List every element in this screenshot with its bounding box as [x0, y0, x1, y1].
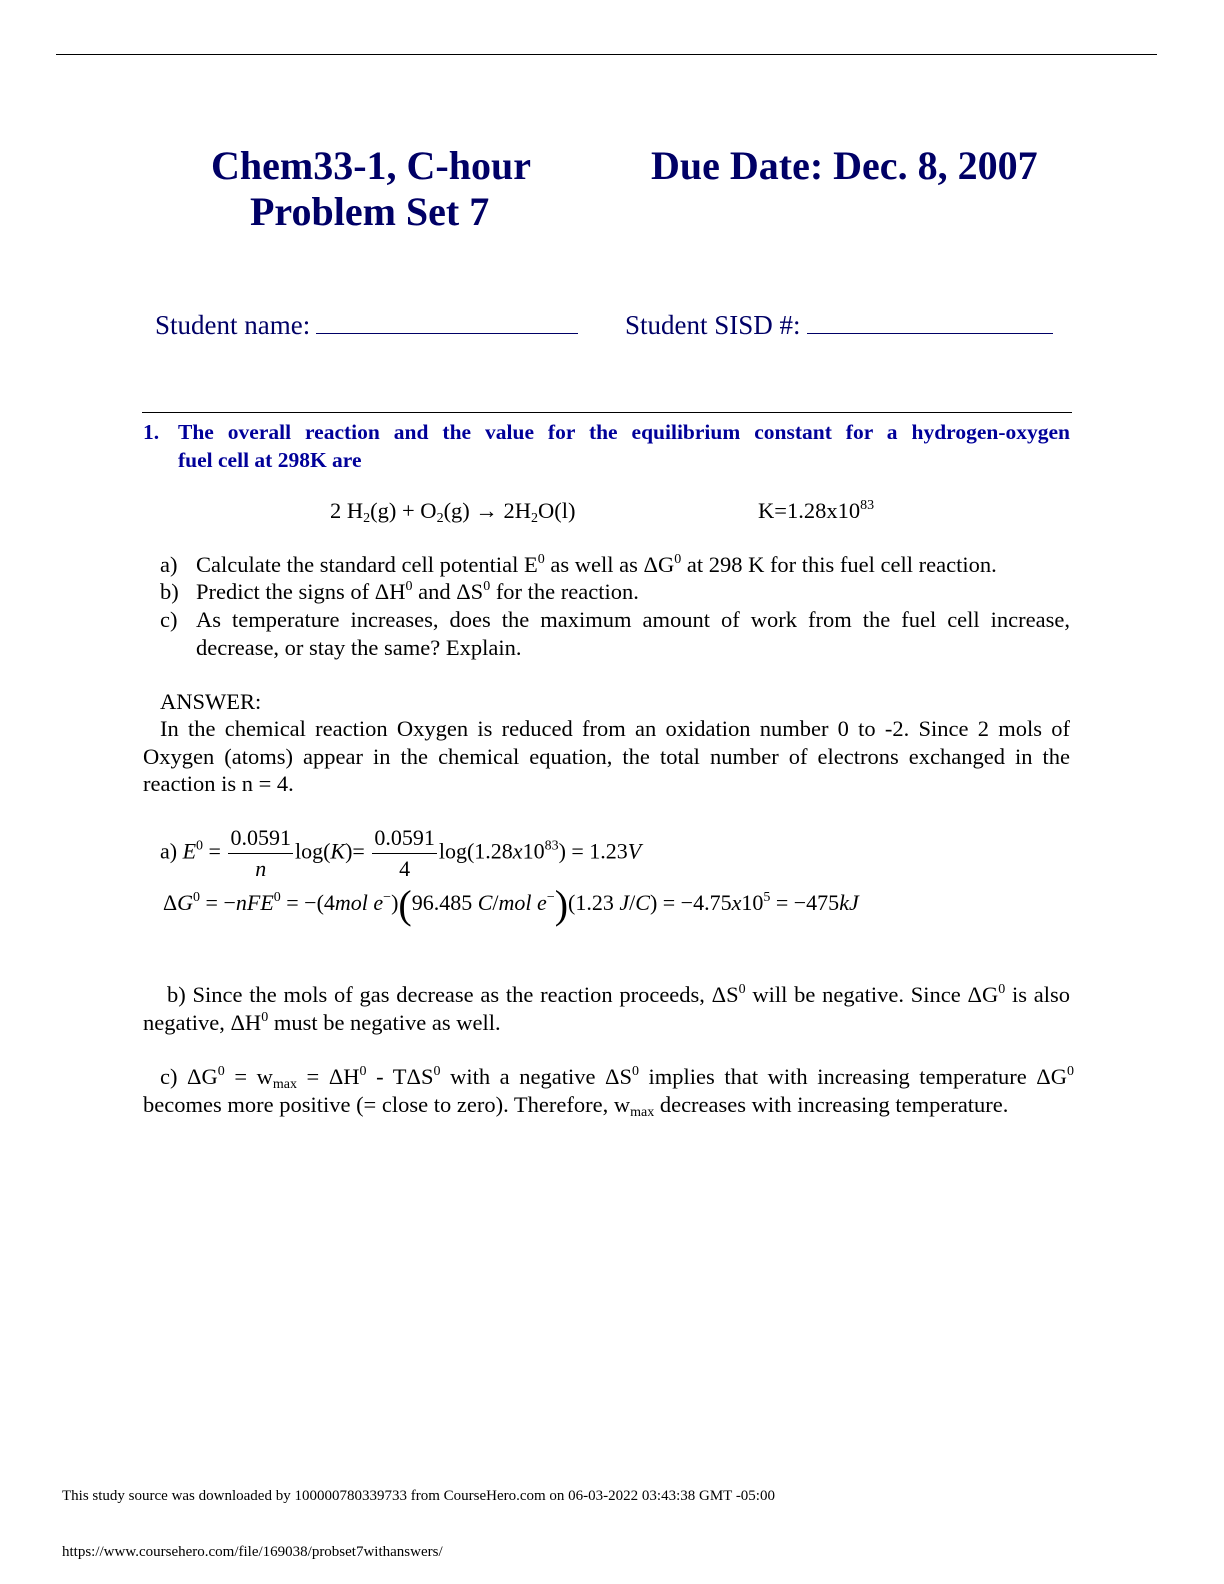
answer-c: c) $\Delta G^0 = w_{max} = \Delta H^0 - T\Delta S^0$ with a negative $\Delta S^0$ implies that with increasing temperature $\Delta G^0$ becomes more positive (= close to zero). Therefore, $w_{max}$ decreases with increasing temperature. — [143, 1064, 1075, 1120]
part-b-label: b) — [160, 579, 179, 604]
top-rule — [56, 54, 1157, 55]
footer-url[interactable]: https://www.coursehero.com/file/169038/probset7withanswers/ — [62, 1544, 443, 1560]
footer-source: This study source was downloaded by 100000780339733 from CourseHero.com on 06-03-2022 03:43:38 GMT -05:00 — [62, 1488, 775, 1504]
student-name-blank — [316, 313, 578, 334]
fraction-0591-4: $\frac{0.0591}{4}$ — [374, 825, 435, 881]
part-b-text: Predict the signs of $\Delta H^0$ and $\Delta S^0$ for the reaction. — [196, 579, 639, 604]
student-sisd-blank — [807, 313, 1053, 334]
answer-b: b) Since the mols of gas decrease as the reaction proceeds, $\Delta S^0$ will be negative. Since $\Delta G^0$ is also negative, $\Delta H^0$ must be negative as well. — [143, 982, 1070, 1035]
question-text-line1: The overall reaction and the value for the equilibrium constant for a hydrogen-oxygen — [178, 420, 1070, 444]
student-name-label: Student name: — [155, 310, 311, 340]
part-a-label: a) — [160, 552, 178, 577]
due-date: Due Date: Dec. 8, 2007 — [651, 143, 1038, 188]
question-rule — [142, 412, 1072, 413]
student-sisd-row — [625, 310, 1053, 341]
question-number: 1. — [143, 420, 160, 444]
student-name-row — [155, 310, 578, 341]
equation-gibbs: $\Delta G^0 = -nFE^0 = -(4mol$ e−)(96.485 C/mol e−)(1.23 $J/C) = -4.75x10^5 = -475kJ$ — [163, 881, 859, 927]
equilibrium-constant: $K=1.28x10^{83}$ — [758, 498, 875, 523]
question-text-line2: fuel cell at 298K are — [178, 448, 362, 472]
problem-set-title: Problem Set 7 — [250, 189, 490, 234]
equation-cell-potential: a) $E^0$ = $\frac{0.0591}{n}$ log(K)= $\frac{0.0591}{4}$ $\log(1.28x10^{83}) = 1.23V$ — [160, 823, 641, 884]
course-title: Chem33-1, C-hour — [211, 143, 531, 188]
answer-intro: In the chemical reaction Oxygen is reduced from an oxidation number 0 to -2. Since 2 mols of Oxygen (atoms) appear in the chemical equation, the total number of electrons exchanged in the reaction is n = 4. — [143, 716, 1070, 796]
answer-heading: ANSWER: — [160, 689, 262, 714]
part-c-text: As temperature increases, does the maximum amount of work from the fuel cell increase, decrease, or stay the same? Explain. — [196, 607, 1070, 660]
student-sisd-label: Student SISD #: — [625, 310, 801, 340]
part-c-label: c) — [160, 607, 178, 632]
fraction-0591-n: $\frac{0.0591}{n}$ — [230, 825, 291, 881]
reaction-equation: 2 $H_2(g) + O_2(g) \to 2H_2O(l)$ — [330, 498, 576, 526]
part-a-text: Calculate the standard cell potential $E^0$ as well as $\Delta G^0$ at 298 K for this fuel cell reaction. — [196, 552, 997, 577]
